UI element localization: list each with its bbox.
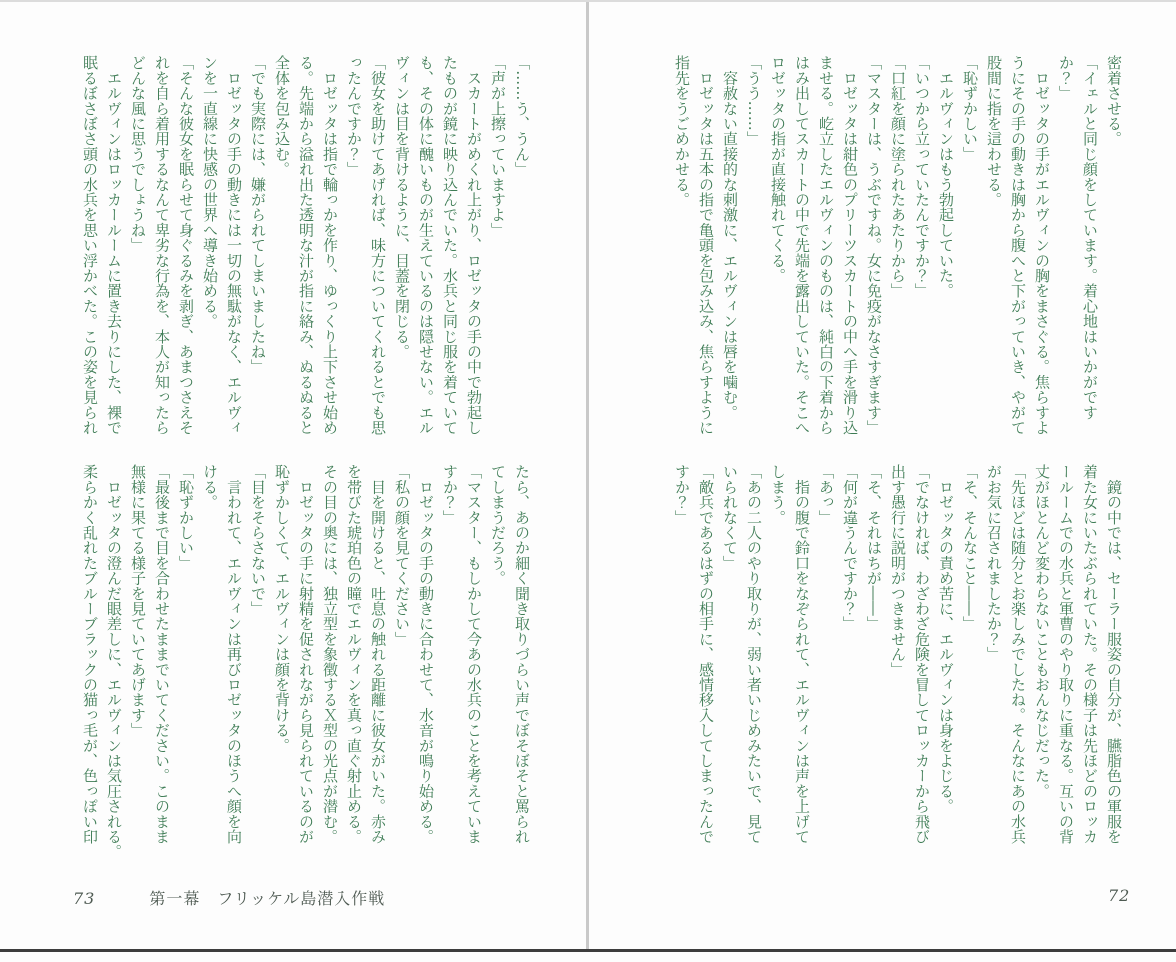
text-column: ったんですか？」 [345,55,363,177]
text-column: ロゼッタの手の動きに合わせて、水音が鳴り始める。 [417,464,435,844]
text-column: を帯びた琥珀色の瞳でエルヴィンを真っ直ぐ射止める。 [345,464,363,844]
text-column: 「いつから立っていたんですか？」 [913,55,931,299]
text-column: か？」 [1057,55,1075,101]
text-column: すか？」 [441,464,459,525]
text-column: てしまうだろう。 [489,464,507,586]
text-column: 容赦ない直接的な刺激に、エルヴィンは唇を噛む。 [721,55,739,420]
text-column: 無様に果てる様子を見ていてあげます」 [129,464,147,738]
right-page-number: 72 [1108,886,1131,905]
text-column: 「マスターは、うぶですね。女に免疫がなさすぎます」 [865,55,883,435]
text-column: どんな風に思うでしょうね」 [129,55,147,253]
text-column: ロゼッタの手に射精を促されながら見られているのが [297,464,315,844]
text-column: 指先をうごめかせる。 [673,55,691,207]
text-column: スカートがめくれ上がり、ロゼッタの手の中で勃起し [465,55,483,435]
text-column: 「……う、うん」 [513,55,531,177]
text-column: 指の腹で鈴口をなぞられて、エルヴィンは声を上げて [793,464,811,844]
text-column: 「何が違うんですか？」 [841,464,859,632]
text-column: ロゼッタは指で輪っかを作り、ゆっくり上下させ始め [321,55,339,435]
text-column: ロゼッタの手がエルヴィンの胸をまさぐる。焦らすよ [1033,55,1051,435]
text-column: 「うう……」 [745,55,763,147]
text-column: 言われて、エルヴィンは再びロゼッタのほうへ顔を向 [225,464,243,844]
text-column: ンを一直線に快感の世界へ導き始める。 [201,55,219,329]
text-column: ロゼッタは五本の指で亀頭を包み込み、焦らすように [697,55,715,435]
text-column: 「あの二人のやり取りが、弱い者いじめみたいで、見て [745,464,763,844]
text-column: はみ出してスカートの中で先端を露出していた。そこへ [793,55,811,435]
text-column: 恥ずかしくて、エルヴィンは顔を背ける。 [273,464,291,753]
text-column: うにその手の動きは胸から腹へと下がっていき、やがて [1009,55,1027,435]
left-page-lower-text [78,464,534,868]
text-column: 全体を包み込む。 [273,55,291,177]
left-page-number: 73 [73,889,96,908]
text-column: 「目をそらさないで」 [249,464,267,616]
text-column: 「最後まで目を合わせたままでいてください。このまま [153,464,171,844]
text-column: すか？」 [673,464,691,525]
text-column: エルヴィンはロッカールームに置き去りにした、裸で [105,55,123,435]
text-column: ロゼッタの澄んだ眼差しに、エルヴィンは気圧される。 [105,464,123,860]
text-column: 「そんな彼女を眠らせて身ぐるみを剥ぎ、あまつさえそ [177,55,195,435]
text-column: 股間に指を這わせる。 [985,55,1003,207]
right-page [588,0,1176,949]
text-column: 着た女にいたぶられていた。その様子は先ほどのロッカ [1081,464,1099,844]
text-column: 目を開けると、吐息の触れる距離に彼女がいた。赤み [369,464,387,844]
text-column: ける。 [201,464,219,510]
text-column: も、その体に醜いものが生えているのは隠せない。エル [417,55,435,435]
text-column: 「そ、それはちが――」 [865,464,883,632]
text-column: 鏡の中では、セーラー服姿の自分が、臙脂色の軍服を [1105,464,1123,844]
text-column: がお気に召されましたか？」 [985,464,1003,662]
text-column: る。先端から溢れ出た透明な汁が指に絡み、ぬるぬると [297,55,315,435]
text-column: れを自ら着用するなんて卑劣な行為を、本人が知ったら [153,55,171,435]
right-page-lower-text [670,464,1126,868]
left-page-upper-text [78,55,534,459]
text-column: しまう。 [769,464,787,525]
left-page-footer [73,886,385,909]
text-column: 密着させる。 [1105,55,1123,147]
text-column: ロゼッタの指が直接触れてくる。 [769,55,787,283]
right-page-footer [1108,886,1130,905]
text-column: 「彼女を助けてあげれば、味方についてくれるとでも思 [369,55,387,435]
text-column: 「イェルと同じ顔をしています。着心地はいかがです [1081,55,1099,420]
text-column: ませる。屹立したエルヴィンのものは、純白の下着から [817,55,835,435]
text-column: 「口紅を顔に塗られたあたりから」 [889,55,907,299]
text-column: ロゼッタは紺色のプリーツスカートの中へ手を滑り込 [841,55,859,435]
text-column: ールームでの水兵と軍曹のやり取りに重なる。互いの背 [1057,464,1075,844]
text-column: 「でも実際には、嫌がられてしまいましたね」 [249,55,267,375]
bottom-rule [0,949,1176,952]
text-column: ヴィンは目を背けるように、目蓋を閉じる。 [393,55,411,359]
text-column: その目の奥には、独立型を象徴するＸ型の光点が潜む。 [321,464,339,844]
text-column: たものが鏡に映り込んでいた。水兵と同じ服を着ていて [441,55,459,435]
text-column: 「マスター、もしかして今あの水兵のことを考えていま [465,464,483,844]
text-column: 柔らかく乱れたブルーブラックの猫っ毛が、色っぽい印 [81,464,99,844]
text-column: 「敵兵であるはずの相手に、感情移入してしまったんで [697,464,715,844]
text-column: 丈がほとんど変わらないこともおんなじだった。 [1033,464,1051,799]
text-column: 出す愚行に説明がつきません」 [889,464,907,677]
text-column: いられなくて」 [721,464,739,571]
text-column: 「先ほどは随分とお楽しみでしたね。そんなにあの水兵 [1009,464,1027,844]
chapter-title: 第一幕 フリッケル島潜入作戦 [149,889,386,908]
text-column: たら、あのか細く聞き取りづらい声でぼそぼそと罵られ [513,464,531,844]
text-column: 「私の顔を見てください」 [393,464,411,647]
text-column: 「あっ」 [817,464,835,525]
text-column: ロゼッタの手の動きには一切の無駄がなく、エルヴィ [225,55,243,435]
text-column: 「恥ずかしい」 [177,464,195,571]
text-column: 「声が上擦っていますよ」 [489,55,507,238]
left-page [0,0,588,949]
text-column: エルヴィンはもう勃起していた。 [937,55,955,299]
text-column: 「でなければ、わざわざ危険を冒してロッカーから飛び [913,464,931,844]
text-column: 眠るぼさぼさ頭の水兵を思い浮かべた。この姿を見られ [81,55,99,435]
text-column: 「そ、そんなこと――」 [961,464,979,632]
text-column: ロゼッタの責め苦に、エルヴィンは身をよじる。 [937,464,955,814]
right-page-upper-text [670,55,1126,459]
text-column: 「恥ずかしい」 [961,55,979,162]
